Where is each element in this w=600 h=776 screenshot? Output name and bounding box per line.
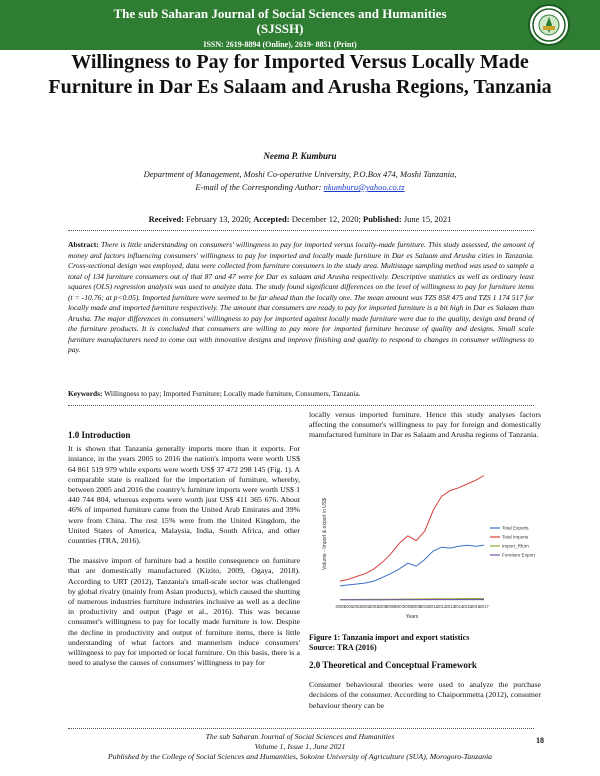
x-tick-label: 2012	[436, 604, 447, 609]
x-tick-label: 2016	[470, 604, 481, 609]
x-tick-label: 2004	[369, 604, 379, 609]
divider	[68, 405, 534, 406]
keywords: Keywords: Willingness to pay; Imported Furniture; Locally made furniture, Consumers, Tanzania.	[68, 389, 361, 398]
x-tick-label: 2014	[453, 604, 464, 609]
legend-label: Total Exports	[502, 525, 529, 531]
x-tick-label: 2005	[377, 604, 388, 609]
section-heading-introduction: 1.0 Introduction	[68, 430, 131, 440]
x-tick-label: 2007	[394, 604, 404, 609]
issn-line: ISSN: 2619-8894 (Online), 2619- 8851 (Print)	[203, 40, 357, 49]
seal-emblem-icon	[530, 6, 568, 44]
paper-title: Willingness to Pay for Imported Versus Locally Made Furniture in Dar Es Salaam and Arusha Regions, Tanzania	[48, 51, 552, 98]
right-column-top	[309, 410, 541, 441]
journal-title: The sub Saharan Journal of Social Sciences and Humanities (SJSSH)	[113, 6, 447, 36]
x-tick-label: 2015	[462, 604, 472, 609]
legend-label: Import_Rfurn	[502, 543, 529, 549]
x-tick-label: 2010	[420, 604, 430, 609]
x-tick-label: 2009	[411, 604, 421, 609]
footer-divider	[68, 728, 534, 729]
x-axis-label: Years	[405, 614, 419, 620]
x-tick-label: 2002	[352, 604, 362, 609]
abstract	[68, 240, 534, 356]
publication-dates: Received: February 13, 2020; Accepted: December 12, 2020; Published: June 15, 2021	[148, 214, 452, 224]
page-footer: The sub Saharan Journal of Social Sciences and Humanities Volume 1, Issue 1, June 2021 Published by the College of Social Sciences and Humanities, Sokoine University of Agriculture (SUA), Morogoro-Tanzania	[107, 732, 493, 761]
university-seal-logo	[528, 4, 570, 46]
x-tick-label: 2008	[403, 604, 413, 609]
series-line-0	[340, 545, 484, 586]
x-tick-label: 2017	[479, 604, 489, 609]
series-line-1	[340, 476, 484, 582]
journal-banner	[0, 0, 600, 50]
right-column-bottom	[309, 660, 541, 711]
corresponding-email-link[interactable]: nkumburu@yahoo.co.tz	[323, 182, 405, 192]
x-tick-label: 2013	[445, 604, 455, 609]
author-affiliation: Department of Management, Moshi Co-operative University, P.O.Box 474, Moshi Tanzania, E-mail of the Corresponding Author: nkumburu@yahoo.co.tz	[143, 169, 457, 192]
figure-1-chart	[316, 460, 540, 630]
legend-label: Total Imports	[502, 534, 529, 540]
line-chart	[316, 460, 540, 630]
paragraph: It is shown that Tanzania generally imports more than it exports. For instance, in the years 2005 to 2016 the nation's imports were worth US$ 64 861 519 979 while exports were worth US$ 37 472 298 145 (Fig. 1). A comparable state is realized for the importation of furniture, whereby, between 2005 and 2016 the country's furniture imports were worth US$ 1 440 744 804, whereas exports were worth just US$ 411 365 676. About 46% of imported furniture came from the United Arab Emirates and 39% were from China. The rest 15% were from the United Kingdom, the United States of America, Malaysia, India, South Africa, and other countries (TRA, 2016).	[68, 444, 300, 546]
y-axis-label: Volume - Import & export in US$	[322, 498, 328, 570]
divider	[68, 230, 534, 231]
x-tick-label: 2006	[386, 604, 396, 609]
x-tick-label: 2001	[343, 604, 354, 609]
abstract-text: There is little understanding on consumers' willingness to pay for imported versus locally-made furniture. This study assessed, the amount of money and factors influencing consumers' willingness to pay for imported and locally made furniture in Dar es Salaam and Arusha cities in Tanzania. Cross-sectional design was employed, data were collected from furniture consumers in the study area. Multistage sampling method was used to sample a total of 134 furniture consumers out of that 87 and 47 were for Dar es salaam and Arusha respectively. Descriptive statistics as well as ordinary least squares (OLS) regression analysis was used to analyze data. The study found significant differences on the level of willingness to pay for furniture items (t = -10.76; at p<0.05). Imported furniture were seemed to be far ahead than the locally one. The mean amount was TZS 858 475 and TZS 1 174 517 for locally made and imported furniture respectively. The amount that consumers are ready to pay for imported furniture is a bit high in Dar es Salaam than Arusha. The major differences in consumers' willingness to pay for imported against locally made furniture were due to the quality, design and brand of the furniture products. It is concluded that consumers are willing to pay more for imported furniture because of quality and designs. Small scale furniture manufacturers need to come out with innovative designs and improve finishing and quality to respond to changes in consumer willingness to pay.	[68, 240, 534, 354]
x-tick-label: 2000	[335, 604, 345, 609]
paragraph: The massive import of furniture had a hostile consequence on furniture that are domestically manufactured (Kizito, 2009, Ogaya, 2018). According to URT (2012), Tanzania's small-scale sector was challenged by global rivalry (mainly from Asian products), which caused the shutting of numerous industries furniture industries inclusive as well as a decline in productivity and output (Page et al., 2016). This was because consumer's willingness to pay for locally made furniture is low. Despite the decline in productivity and output of furniture items, there is little understanding of what factors and mannerism induce consumers' willingness to pay for imported or local furniture. On this basis, there is a need to analyse the causes of consumers' willingness to pay for	[68, 556, 300, 668]
author-name: Neema P. Kumburu	[263, 151, 337, 161]
x-tick-label: 2003	[360, 604, 371, 609]
paragraph: locally versus imported furniture. Hence this study analyses factors affecting the consumer's willingness to pay for foreign and domestically manufactured furniture in Dar es Salaam and Arusha regions of Tanzania.	[309, 410, 541, 440]
paragraph: Consumer behavioural theories were used to analyze the purchase decisions of the consumer. According to Chaipornmetta (2012), consumer behaviour theory can be	[309, 680, 541, 710]
x-tick-label: 2011	[428, 604, 438, 609]
page-number: 18	[536, 736, 544, 745]
figure-caption: Figure 1: Tanzania import and export statistics Source: TRA (2016)	[309, 633, 470, 652]
left-column	[68, 430, 300, 668]
abstract-label: Abstract:	[68, 240, 99, 249]
section-heading-framework: 2.0 Theoretical and Conceptual Framework	[309, 660, 477, 670]
legend-label: Furniture Export	[502, 552, 535, 558]
